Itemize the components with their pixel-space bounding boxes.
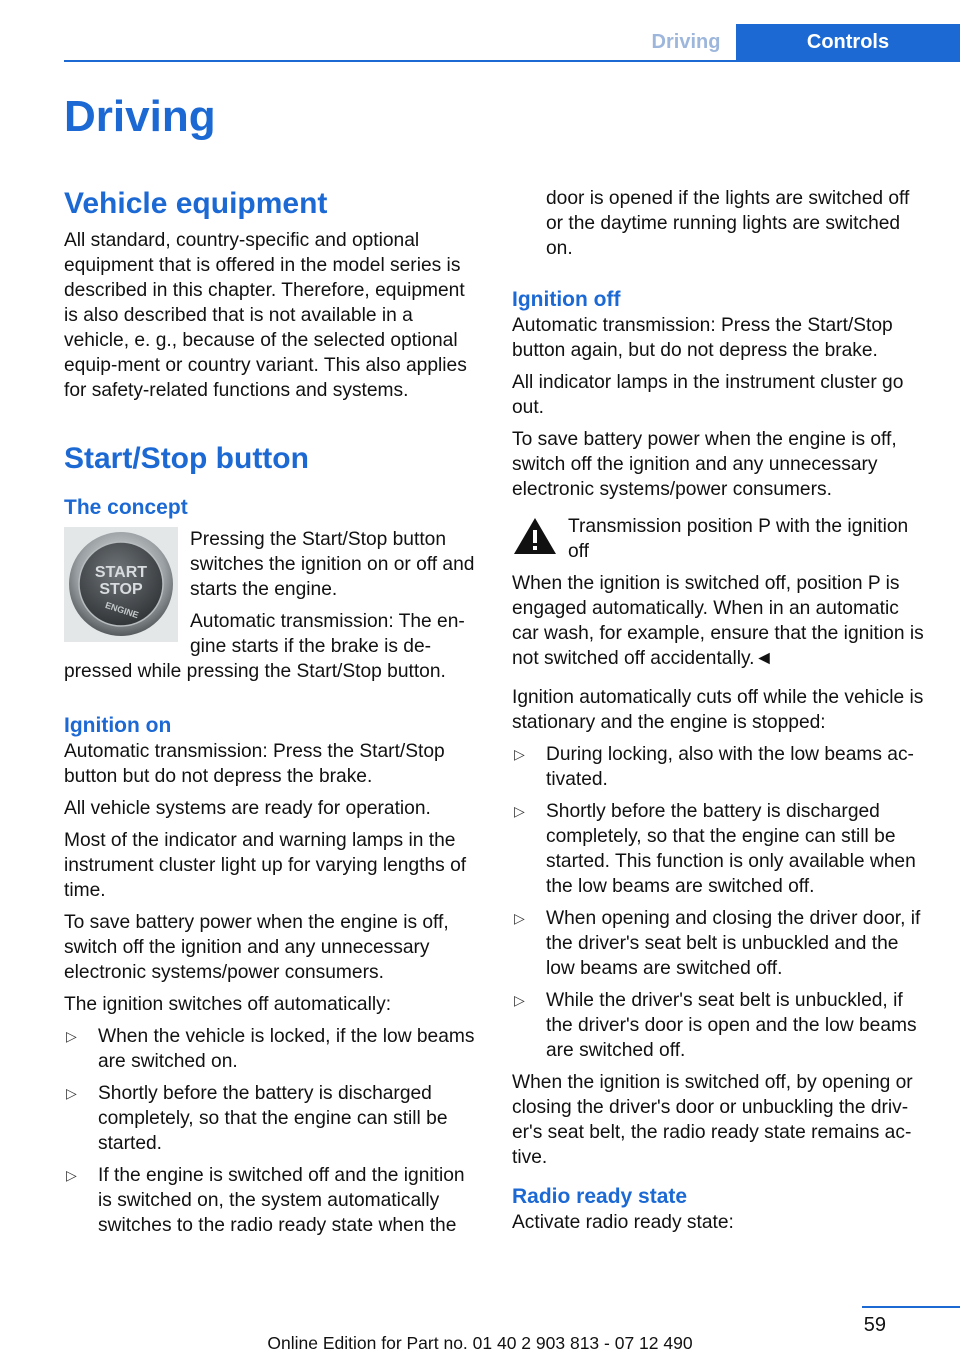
edition-note: Online Edition for Part no. 01 40 2 903 813 - 07 12 490 (267, 1333, 693, 1353)
header-rule (64, 60, 960, 62)
bullet-continuation: door is opened if the lights are switched off or the daytime running lights are switched on. (546, 188, 910, 259)
list-item: ▷ If the engine is switched off and the ignition is switched on, the system automatically switches to the radio ready state when the (66, 1165, 465, 1236)
bullet-triangle-icon: ▷ (66, 1085, 77, 1101)
ignition-on-text-4: To save battery power when the engine is off, switch off the ignition and any unnecessary electronic systems/power consumers. (64, 912, 449, 983)
list-item: ▷ Shortly before the battery is discharged completely, so that the engine can still be started. This function is only available when the low beams are switched off. (514, 801, 916, 897)
heading-ignition-off: Ignition off (512, 288, 621, 311)
button-label-engine: ENGINE (103, 600, 140, 621)
heading-start-stop-button: Start/Stop button (64, 442, 309, 475)
bullet-triangle-icon: ▷ (514, 992, 525, 1008)
bullet-triangle-icon: ▷ (514, 803, 525, 819)
auto-cutoff-list (512, 742, 930, 1063)
list-item: ▷ When the vehicle is locked, if the low beams are switched on. (66, 1026, 475, 1072)
page-title: Driving (64, 92, 216, 141)
list-item: ▷ Shortly before the battery is discharged completely, so that the engine can still be started. (66, 1083, 448, 1154)
button-label-start: START (94, 564, 148, 581)
ignition-off-auto-list (64, 1024, 482, 1238)
footer-rule (862, 1306, 960, 1308)
right-column (512, 186, 930, 1242)
heading-radio-ready-state: Radio ready state (512, 1185, 688, 1208)
list-item: ▷ When opening and closing the driver door, if the driver's seat belt is unbuckled and the low beams are switched off. (514, 908, 921, 979)
list-item: ▷ During locking, also with the low beams ac-tivated. (514, 744, 914, 790)
ignition-off-text-3: To save battery power when the engine is off, switch off the ignition and any unnecessary electronic systems/power consumers. (512, 429, 897, 500)
bullet-triangle-icon: ▷ (66, 1028, 77, 1044)
concept-text-1: Pressing the Start/Stop button switches the ignition on or off and starts the engine. (190, 529, 475, 600)
header-tab-controls: Controls (736, 24, 960, 61)
auto-cutoff-text: Ignition automatically cuts off while the vehicle is stationary and the engine is stopped: (512, 687, 924, 733)
bullet-triangle-icon: ▷ (66, 1167, 77, 1183)
page-number: 59 (863, 1314, 886, 1336)
ignition-on-text-2: All vehicle systems are ready for operation. (64, 798, 431, 819)
bullet-triangle-icon: ▷ (514, 746, 525, 762)
header-tab-driving: Driving (651, 31, 721, 53)
bullet-triangle-icon: ▷ (514, 910, 525, 926)
ignition-off-text-2: All indicator lamps in the instrument cluster go out. (512, 372, 904, 418)
heading-the-concept: The concept (64, 496, 188, 519)
ignition-off-text-1: Automatic transmission: Press the Start/Stop button again, but do not depress the brake. (512, 315, 893, 361)
warning-body: When the ignition is switched off, position P is engaged automatically. When in an automatic car wash, for example, ensure that the ignition is not switched off accidentally.◄ (512, 573, 924, 669)
radio-ready-text: Activate radio ready state: (512, 1212, 734, 1233)
button-label-stop: STOP (99, 581, 143, 598)
heading-ignition-on: Ignition on (64, 714, 172, 737)
radio-ready-remains-text: When the ignition is switched off, by opening or closing the driver's door or unbuckling the driv-er's seat belt, the radio ready state remains ac-tive. (512, 1072, 913, 1168)
left-column (64, 186, 482, 1245)
start-stop-button-image (64, 527, 178, 642)
list-item: ▷ While the driver's seat belt is unbuckled, if the driver's door is open and the low beams are switched off. (514, 990, 917, 1061)
warning-triangle-icon (512, 516, 558, 556)
ignition-on-text-5: The ignition switches off automatically: (64, 994, 392, 1015)
vehicle-equipment-text: All standard, country-specific and optional equipment that is offered in the model series is described in this chapter. Therefore, equipment is also described that is not available in a vehicle, e. g., because of the selected optional equip-ment or country variant. This also applies for safety-related functions and systems. (64, 230, 467, 401)
ignition-on-text-1: Automatic transmission: Press the Start/Stop button but do not depress the brake. (64, 741, 445, 787)
heading-vehicle-equipment: Vehicle equipment (64, 187, 328, 220)
concept-text-2: Automatic transmission: The en-gine starts if the brake is de-pressed while pressing the Start/Stop button. (64, 611, 465, 682)
warning-title: Transmission position P with the ignition off (568, 516, 909, 562)
ignition-on-text-3: Most of the indicator and warning lamps in the instrument cluster light up for varying lengths of time. (64, 830, 467, 901)
